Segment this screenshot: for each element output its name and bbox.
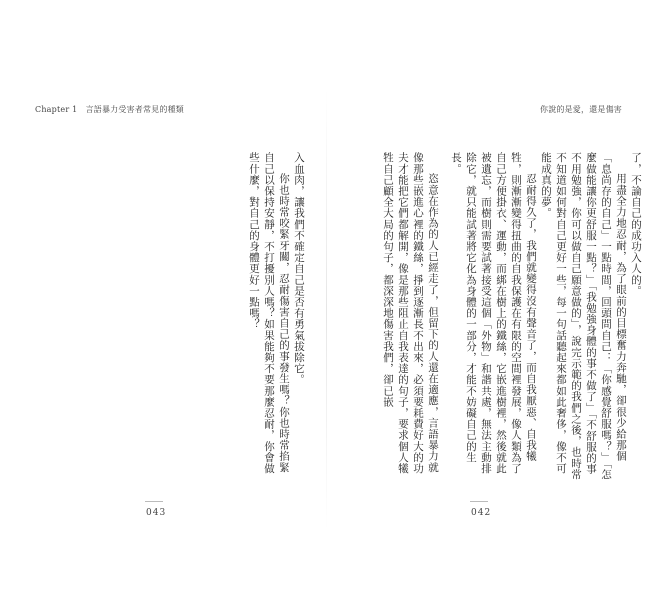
- right-paragraph-2: 用盡全力地忍耐，為了眼前的目標奮力奔馳，卻很少給那個「息尚存的自己」一點時間，回頭問自己：「你感覺舒服嗎？」「怎麼做能讓你更舒服一點？」「我勉強身體的事不做了」「不舒服的事不用勉強，你可以做自己願意做的」，說完示範的我們之後，也時常不知道如何對自己更好一些，每一句話聽起來都如此奢侈，像不可能成真的夢。: [540, 152, 627, 480]
- right-paragraph-3: 忍耐得久了，我們就變得沒有聲音了，而自我厭惡、自我犧牲，則漸漸變得扭曲的自我保護在有限的空間裡發展，像人類為了自己方便掛衣、運動，而綁在樹上的鐵絲，它嵌進樹裡，然後就此被遺忘，而樹則需要試著接受這個「外物」和諧共處，無法主動排除它，就只能試著將它化為身體的一部分，才能不妨礙自己的生長。: [450, 152, 537, 474]
- left-folio-rule: [145, 501, 163, 502]
- right-paragraph-1: 了，不論自己的成功入人的。: [630, 152, 642, 297]
- right-body-text: [382, 152, 643, 482]
- left-paragraph-2: 你也時常咬緊牙關，忍耐傷害自己的事發生嗎？你也時常掐緊自己以保持安靜，不打擾別人嗎？如果能夠不要那麼忍耐，你會做些什麼，對自己的身體更好一點嗎？: [248, 152, 290, 474]
- left-page: [0, 0, 327, 609]
- right-page-number: 042: [471, 508, 492, 518]
- right-page: [327, 0, 655, 609]
- left-body-text: [186, 152, 306, 482]
- left-running-head: Chapter 1 言語暴力受害者常見的種類: [35, 105, 184, 114]
- left-paragraph-1: 入血肉，讓我們不確定自己是否有勇氣拔除它。: [293, 152, 305, 386]
- right-running-head: 你說的是愛，還是傷害: [540, 105, 622, 114]
- right-paragraph-4: 恣意在作為的人已經走了，但留下的人還在適應，言語暴力就像那些嵌進心裡的鐵絲，掙到逐漸長不出來，必須要耗費好大的功夫才能把它們都解開，像是那些阻止自我表達的句子，要求個人犧牲自己顧全大局的句子，都深深地傷害我們，卻已嵌: [382, 152, 439, 474]
- left-page-number: 043: [146, 508, 167, 518]
- right-folio-rule: [470, 501, 488, 502]
